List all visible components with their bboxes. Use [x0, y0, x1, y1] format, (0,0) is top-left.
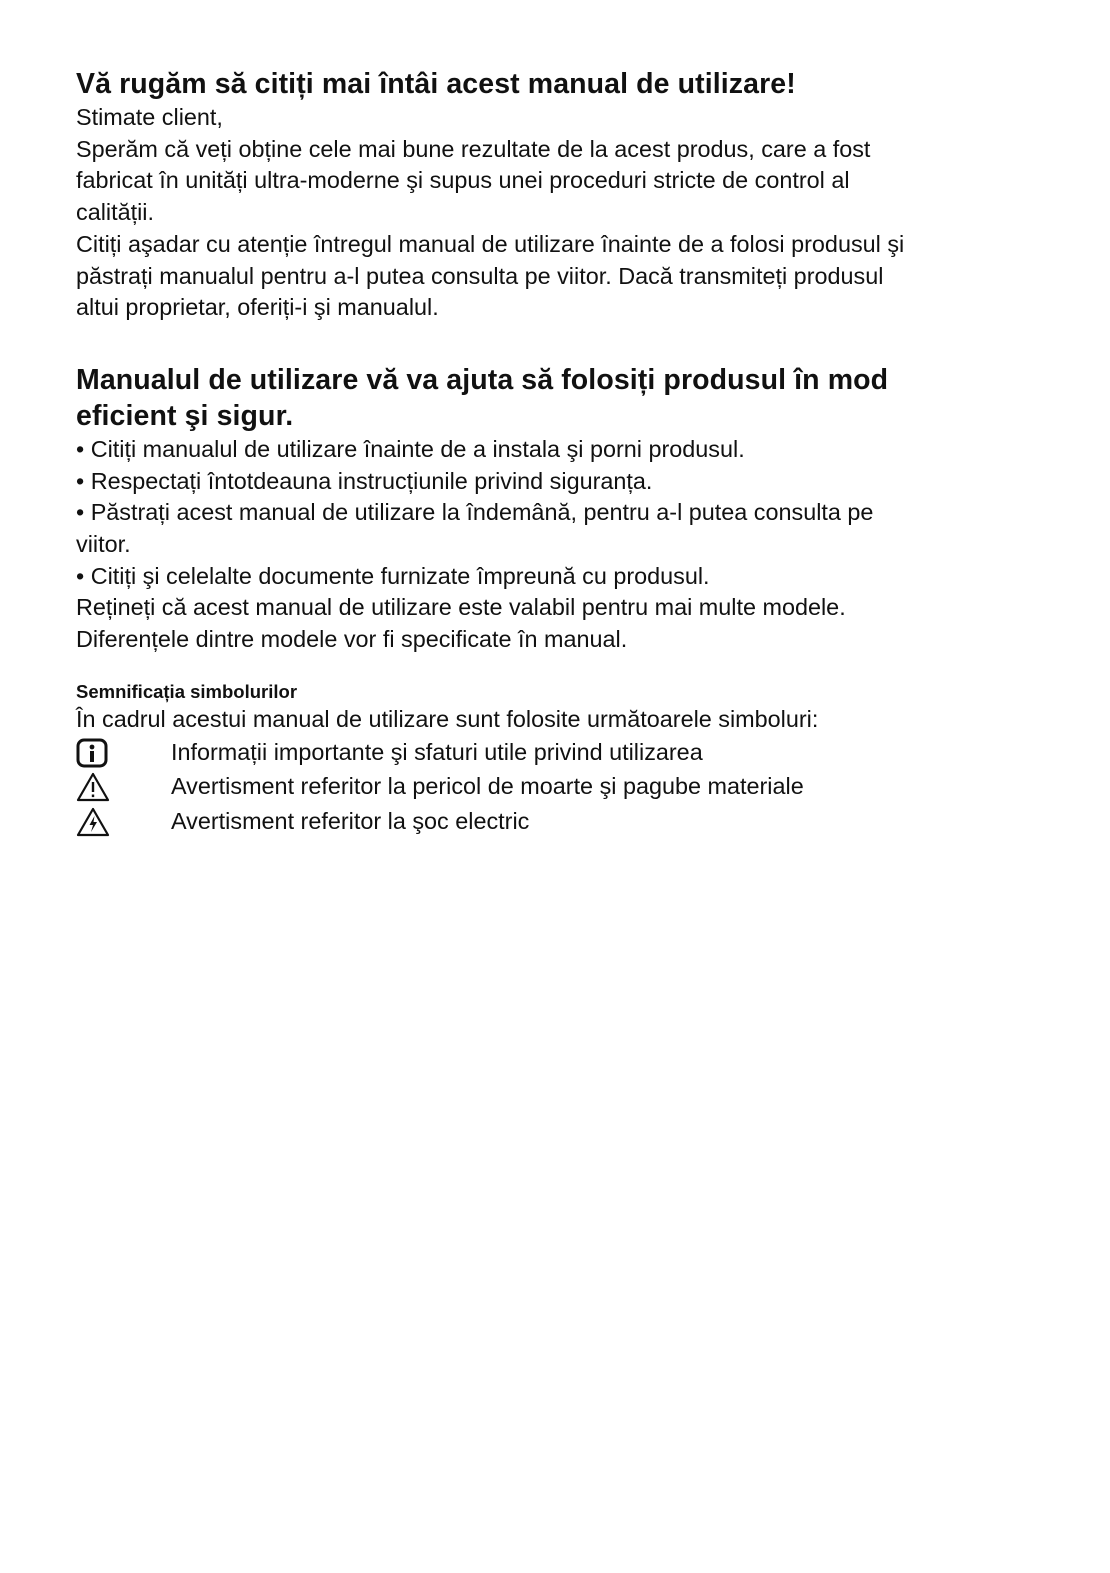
intro-line-2: fabricat în unități ultra-moderne şi supus unei proceduri stricte de control al	[76, 167, 850, 194]
intro-line-6: altui proprietar, oferiți-i şi manualul.	[76, 294, 439, 321]
intro-heading: Vă rugăm să citiți mai întâi acest manual de utilizare!	[76, 68, 796, 100]
manual-heading	[76, 362, 1006, 434]
warning-icon	[76, 770, 171, 804]
intro-line-1: Sperăm că veți obține cele mai bune rezultate de la acest produs, care a fost	[76, 135, 871, 162]
symbol-info-text: Informații importante şi sfaturi utile privind utilizarea	[171, 738, 703, 765]
intro-line-3: calității.	[76, 199, 154, 226]
symbol-row-electric	[76, 805, 1010, 840]
manual-line-2: • Respectați întotdeauna instrucțiunile privind siguranța.	[76, 467, 653, 494]
symbols-heading: Semnificația simbolurilor	[76, 680, 298, 702]
symbol-electric-text: Avertisment referitor la şoc electric	[171, 807, 530, 834]
symbols-intro: În cadrul acestui manual de utilizare sunt folosite următoarele simboluri:	[76, 705, 819, 732]
electric-shock-icon	[76, 805, 171, 839]
manual-line-4: viitor.	[76, 531, 131, 558]
manual-line-6: Rețineți că acest manual de utilizare este valabil pentru mai multe modele.	[76, 594, 846, 621]
manual-line-1: • Citiți manualul de utilizare înainte de a instala şi porni produsul.	[76, 435, 745, 462]
info-icon	[76, 736, 171, 770]
manual-line-3: • Păstrați acest manual de utilizare la îndemână, pentru a-l putea consulta pe	[76, 499, 874, 526]
symbol-warning-text: Avertisment referitor la pericol de moarte şi pagube materiale	[171, 773, 804, 800]
intro-line-5: păstrați manualul pentru a-l putea consulta pe viitor. Dacă transmiteți produsul	[76, 262, 884, 289]
manual-line-5: • Citiți şi celelalte documente furnizate împreună cu produsul.	[76, 562, 710, 589]
manual-line-7: Diferențele dintre modele vor fi specificate în manual.	[76, 626, 628, 653]
greeting-text: Stimate client,	[76, 104, 223, 130]
manual-heading-line-1: Manualul de utilizare vă va ajuta să folosiți produsul în mod	[76, 363, 889, 396]
manual-heading-line-2: eficient şi sigur.	[76, 399, 294, 432]
intro-line-4: Citiți aşadar cu atenție întregul manual de utilizare înainte de a folosi produsul şi	[76, 230, 905, 257]
symbol-row-warning	[76, 770, 1010, 805]
symbol-row-info	[76, 736, 1010, 771]
